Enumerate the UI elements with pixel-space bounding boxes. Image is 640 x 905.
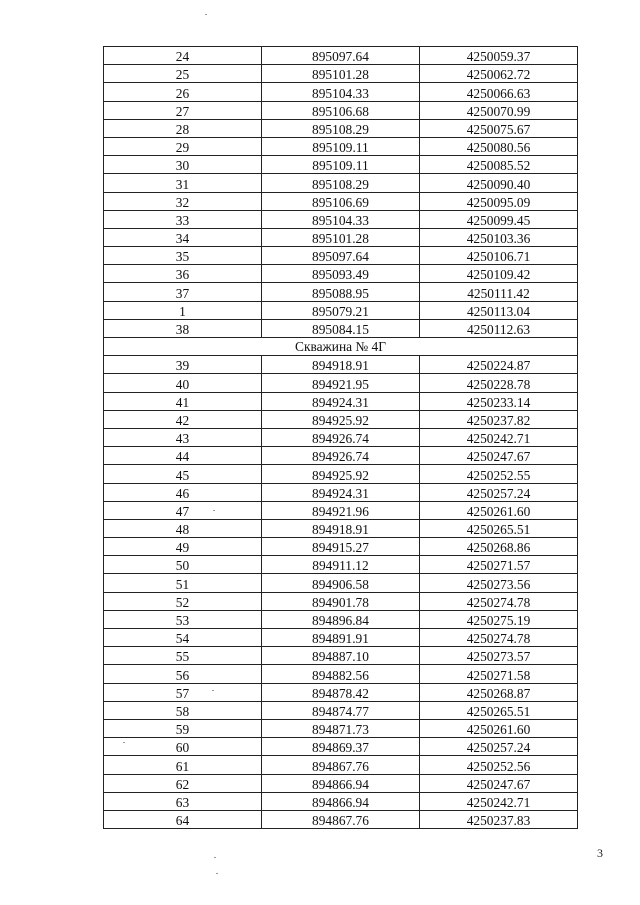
- x-coordinate-cell: 894891.91: [262, 629, 420, 647]
- point-number-cell: 25: [104, 65, 262, 83]
- point-number-cell: 26: [104, 83, 262, 101]
- x-coordinate-cell: 894896.84: [262, 610, 420, 628]
- table-row: [104, 810, 578, 828]
- scan-speck: [216, 873, 218, 874]
- table-row: [104, 301, 578, 319]
- x-coordinate-cell: 894867.76: [262, 756, 420, 774]
- x-coordinate-cell: 895079.21: [262, 301, 420, 319]
- x-coordinate-cell: 894869.37: [262, 738, 420, 756]
- point-number-cell: 64: [104, 810, 262, 828]
- x-coordinate-cell: 895108.29: [262, 119, 420, 137]
- table-row: [104, 629, 578, 647]
- y-coordinate-cell: 4250261.60: [420, 719, 578, 737]
- y-coordinate-cell: 4250103.36: [420, 228, 578, 246]
- y-coordinate-cell: 4250247.67: [420, 774, 578, 792]
- y-coordinate-cell: 4250242.71: [420, 428, 578, 446]
- table-row: [104, 410, 578, 428]
- table-row: [104, 392, 578, 410]
- table-row: [104, 592, 578, 610]
- scan-speck: [213, 510, 215, 511]
- y-coordinate-cell: 4250265.51: [420, 519, 578, 537]
- x-coordinate-cell: 894926.74: [262, 428, 420, 446]
- point-number-cell: 56: [104, 665, 262, 683]
- y-coordinate-cell: 4250247.67: [420, 447, 578, 465]
- table-row: [104, 483, 578, 501]
- point-number-cell: 30: [104, 156, 262, 174]
- x-coordinate-cell: 894921.95: [262, 374, 420, 392]
- x-coordinate-cell: 894925.92: [262, 465, 420, 483]
- x-coordinate-cell: 894924.31: [262, 392, 420, 410]
- point-number-cell: 37: [104, 283, 262, 301]
- table-row: [104, 665, 578, 683]
- table-row: [104, 792, 578, 810]
- x-coordinate-cell: 895088.95: [262, 283, 420, 301]
- table-row: [104, 137, 578, 155]
- point-number-cell: 63: [104, 792, 262, 810]
- point-number-cell: 35: [104, 247, 262, 265]
- section-header-row: [104, 338, 578, 356]
- table-row: [104, 174, 578, 192]
- y-coordinate-cell: 4250059.37: [420, 47, 578, 65]
- table-row: [104, 283, 578, 301]
- point-number-cell: 46: [104, 483, 262, 501]
- point-number-cell: 1: [104, 301, 262, 319]
- table-row: [104, 519, 578, 537]
- y-coordinate-cell: 4250261.60: [420, 501, 578, 519]
- point-number-cell: 48: [104, 519, 262, 537]
- x-coordinate-cell: 894918.91: [262, 356, 420, 374]
- x-coordinate-cell: 894867.76: [262, 810, 420, 828]
- point-number-cell: 41: [104, 392, 262, 410]
- y-coordinate-cell: 4250257.24: [420, 738, 578, 756]
- point-number-cell: 58: [104, 701, 262, 719]
- section-title: Скважина № 4Г: [104, 338, 578, 356]
- point-number-cell: 51: [104, 574, 262, 592]
- point-number-cell: 40: [104, 374, 262, 392]
- table-row: [104, 192, 578, 210]
- y-coordinate-cell: 4250275.19: [420, 610, 578, 628]
- point-number-cell: 62: [104, 774, 262, 792]
- point-number-cell: 61: [104, 756, 262, 774]
- point-number-cell: 49: [104, 538, 262, 556]
- x-coordinate-cell: 895101.28: [262, 228, 420, 246]
- y-coordinate-cell: 4250109.42: [420, 265, 578, 283]
- x-coordinate-cell: 895097.64: [262, 247, 420, 265]
- table-row: [104, 65, 578, 83]
- table-row: [104, 501, 578, 519]
- y-coordinate-cell: 4250274.78: [420, 592, 578, 610]
- y-coordinate-cell: 4250080.56: [420, 137, 578, 155]
- table-row: [104, 210, 578, 228]
- point-number-cell: 28: [104, 119, 262, 137]
- x-coordinate-cell: 895106.69: [262, 192, 420, 210]
- x-coordinate-cell: 894901.78: [262, 592, 420, 610]
- point-number-cell: 47: [104, 501, 262, 519]
- coordinates-table-body: [104, 47, 578, 829]
- table-row: [104, 47, 578, 65]
- y-coordinate-cell: 4250271.57: [420, 556, 578, 574]
- y-coordinate-cell: 4250273.57: [420, 647, 578, 665]
- scan-speck: [212, 690, 214, 691]
- table-row: [104, 447, 578, 465]
- y-coordinate-cell: 4250271.58: [420, 665, 578, 683]
- point-number-cell: 33: [104, 210, 262, 228]
- y-coordinate-cell: 4250111.42: [420, 283, 578, 301]
- table-row: [104, 319, 578, 337]
- table-row: [104, 738, 578, 756]
- y-coordinate-cell: 4250090.40: [420, 174, 578, 192]
- x-coordinate-cell: 895084.15: [262, 319, 420, 337]
- y-coordinate-cell: 4250233.14: [420, 392, 578, 410]
- y-coordinate-cell: 4250062.72: [420, 65, 578, 83]
- table-row: [104, 465, 578, 483]
- point-number-cell: 31: [104, 174, 262, 192]
- table-row: [104, 228, 578, 246]
- table-row: [104, 374, 578, 392]
- x-coordinate-cell: 894926.74: [262, 447, 420, 465]
- x-coordinate-cell: 894874.77: [262, 701, 420, 719]
- point-number-cell: 50: [104, 556, 262, 574]
- table-row: [104, 610, 578, 628]
- table-row: [104, 428, 578, 446]
- point-number-cell: 54: [104, 629, 262, 647]
- x-coordinate-cell: 894871.73: [262, 719, 420, 737]
- table-row: [104, 101, 578, 119]
- point-number-cell: 39: [104, 356, 262, 374]
- coordinates-table: [103, 46, 578, 829]
- point-number-cell: 36: [104, 265, 262, 283]
- table-row: [104, 556, 578, 574]
- point-number-cell: 34: [104, 228, 262, 246]
- point-number-cell: 32: [104, 192, 262, 210]
- x-coordinate-cell: 895109.11: [262, 137, 420, 155]
- table-row: [104, 774, 578, 792]
- table-row: [104, 756, 578, 774]
- y-coordinate-cell: 4250274.78: [420, 629, 578, 647]
- x-coordinate-cell: 894878.42: [262, 683, 420, 701]
- x-coordinate-cell: 894887.10: [262, 647, 420, 665]
- point-number-cell: 29: [104, 137, 262, 155]
- y-coordinate-cell: 4250242.71: [420, 792, 578, 810]
- table-row: [104, 119, 578, 137]
- y-coordinate-cell: 4250252.56: [420, 756, 578, 774]
- x-coordinate-cell: 895093.49: [262, 265, 420, 283]
- x-coordinate-cell: 894911.12: [262, 556, 420, 574]
- table-row: [104, 647, 578, 665]
- x-coordinate-cell: 895097.64: [262, 47, 420, 65]
- point-number-cell: 43: [104, 428, 262, 446]
- table-row: [104, 719, 578, 737]
- point-number-cell: 60: [104, 738, 262, 756]
- table-row: [104, 265, 578, 283]
- x-coordinate-cell: 894906.58: [262, 574, 420, 592]
- x-coordinate-cell: 895106.68: [262, 101, 420, 119]
- point-number-cell: 24: [104, 47, 262, 65]
- y-coordinate-cell: 4250224.87: [420, 356, 578, 374]
- table-row: [104, 701, 578, 719]
- y-coordinate-cell: 4250273.56: [420, 574, 578, 592]
- x-coordinate-cell: 895104.33: [262, 83, 420, 101]
- table-row: [104, 574, 578, 592]
- y-coordinate-cell: 4250112.63: [420, 319, 578, 337]
- x-coordinate-cell: 894882.56: [262, 665, 420, 683]
- y-coordinate-cell: 4250252.55: [420, 465, 578, 483]
- point-number-cell: 55: [104, 647, 262, 665]
- x-coordinate-cell: 894866.94: [262, 774, 420, 792]
- x-coordinate-cell: 894924.31: [262, 483, 420, 501]
- point-number-cell: 45: [104, 465, 262, 483]
- x-coordinate-cell: 894925.92: [262, 410, 420, 428]
- x-coordinate-cell: 894918.91: [262, 519, 420, 537]
- x-coordinate-cell: 895104.33: [262, 210, 420, 228]
- table-row: [104, 356, 578, 374]
- y-coordinate-cell: 4250257.24: [420, 483, 578, 501]
- page-number: 3: [597, 846, 603, 860]
- x-coordinate-cell: 894921.96: [262, 501, 420, 519]
- point-number-cell: 44: [104, 447, 262, 465]
- y-coordinate-cell: 4250228.78: [420, 374, 578, 392]
- y-coordinate-cell: 4250066.63: [420, 83, 578, 101]
- y-coordinate-cell: 4250075.67: [420, 119, 578, 137]
- y-coordinate-cell: 4250106.71: [420, 247, 578, 265]
- point-number-cell: 38: [104, 319, 262, 337]
- y-coordinate-cell: 4250070.99: [420, 101, 578, 119]
- y-coordinate-cell: 4250265.51: [420, 701, 578, 719]
- y-coordinate-cell: 4250113.04: [420, 301, 578, 319]
- scan-speck: [214, 857, 216, 858]
- table-row: [104, 683, 578, 701]
- point-number-cell: 52: [104, 592, 262, 610]
- x-coordinate-cell: 894866.94: [262, 792, 420, 810]
- table-row: [104, 83, 578, 101]
- x-coordinate-cell: 895101.28: [262, 65, 420, 83]
- y-coordinate-cell: 4250268.86: [420, 538, 578, 556]
- x-coordinate-cell: 895109.11: [262, 156, 420, 174]
- y-coordinate-cell: 4250237.83: [420, 810, 578, 828]
- point-number-cell: 53: [104, 610, 262, 628]
- point-number-cell: 42: [104, 410, 262, 428]
- y-coordinate-cell: 4250099.45: [420, 210, 578, 228]
- y-coordinate-cell: 4250237.82: [420, 410, 578, 428]
- x-coordinate-cell: 894915.27: [262, 538, 420, 556]
- y-coordinate-cell: 4250095.09: [420, 192, 578, 210]
- point-number-cell: 57: [104, 683, 262, 701]
- x-coordinate-cell: 895108.29: [262, 174, 420, 192]
- y-coordinate-cell: 4250268.87: [420, 683, 578, 701]
- point-number-cell: 27: [104, 101, 262, 119]
- table-row: [104, 538, 578, 556]
- scan-speck: [123, 742, 125, 743]
- table-row: [104, 247, 578, 265]
- table-row: [104, 156, 578, 174]
- point-number-cell: 59: [104, 719, 262, 737]
- scan-speck: [205, 14, 207, 15]
- y-coordinate-cell: 4250085.52: [420, 156, 578, 174]
